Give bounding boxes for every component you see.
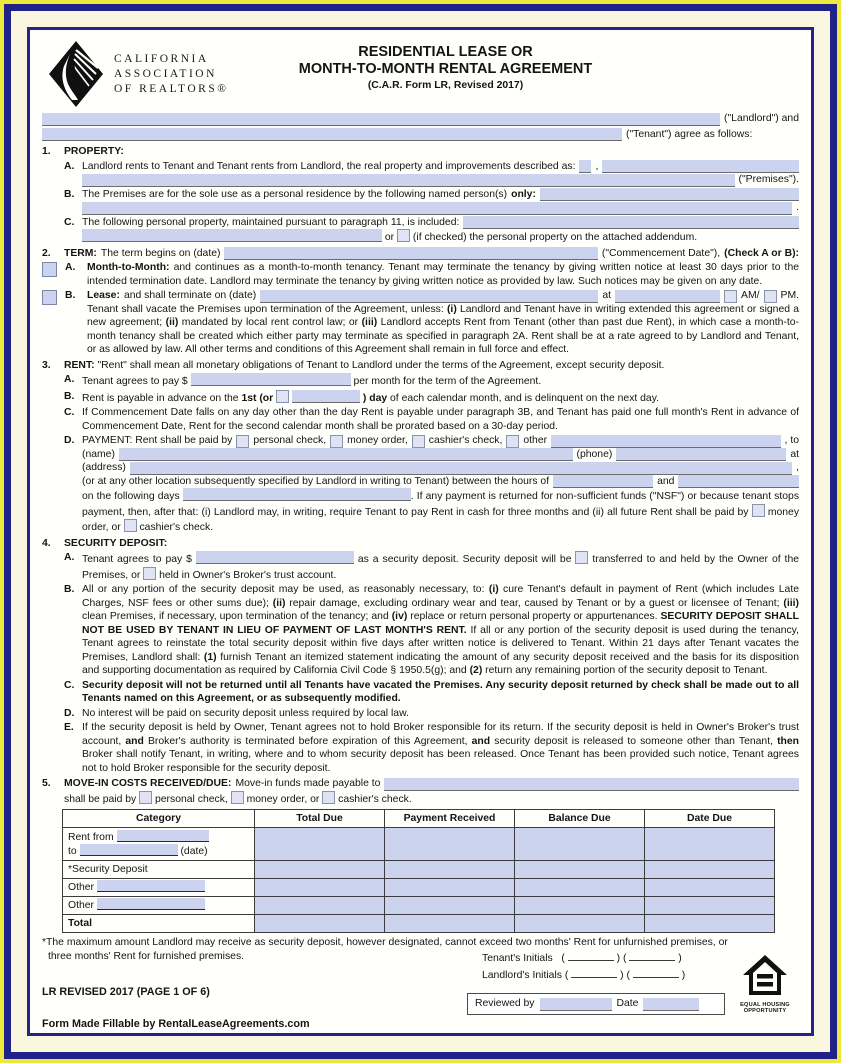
equal-housing-logo xyxy=(733,954,797,1015)
other1-balance-due-cell[interactable] xyxy=(515,879,645,897)
other2-payment-received-cell[interactable] xyxy=(385,897,515,915)
item-letter: B. xyxy=(64,188,75,200)
addendum-checkbox[interactable] xyxy=(397,229,410,242)
landlord-tag: ("Landlord") and xyxy=(724,113,799,124)
item-letter: E. xyxy=(64,722,74,733)
text-run: Other xyxy=(68,900,94,912)
reviewed-by-field[interactable] xyxy=(540,998,612,1011)
text-run: personal check, xyxy=(155,793,228,805)
text-run: mandated by local rent control law; or xyxy=(178,317,362,328)
table-row-total xyxy=(63,915,775,933)
lease-checkbox[interactable] xyxy=(42,290,57,305)
text-run: If all or any portion of the security deposit is used during the tenancy, Tenant agrees to reinstate the total security deposit within five days after written notice is delivered to Tenant. Within 21 days after Tenant vacates the Premises, Landlord shall: xyxy=(82,624,799,663)
text-run: money order, or xyxy=(82,506,800,533)
personal-property-field-1[interactable] xyxy=(463,216,799,229)
section-5-move-in-costs xyxy=(42,777,799,806)
item-4b xyxy=(64,583,799,678)
movein-personal-check-checkbox[interactable] xyxy=(139,791,152,804)
text-run: The Premises are for the sole use as a personal residence by the following named person(s) xyxy=(82,188,508,200)
tenant-initials-blank-1[interactable] xyxy=(568,950,614,961)
section-title: PROPERTY: xyxy=(64,146,124,157)
text-run: to xyxy=(68,846,77,857)
termination-time-field[interactable] xyxy=(615,290,720,303)
termination-date-field[interactable] xyxy=(260,290,598,303)
broker-responsibility-text xyxy=(82,722,799,774)
total-date-due-cell[interactable] xyxy=(645,915,775,933)
text-run: The term begins on (date) xyxy=(100,247,221,259)
item-4d xyxy=(64,707,799,721)
text-run: other xyxy=(523,435,548,446)
payee-address-field[interactable] xyxy=(130,462,792,475)
text-run: Landlord rents to Tenant and Tenant rents from Landlord, the real property and improvements described as: xyxy=(82,160,576,172)
bold-text-run: (ii) xyxy=(165,317,179,328)
bold-text-run: only: xyxy=(511,188,536,200)
item-letter: A. xyxy=(65,262,76,273)
section-number: 3. xyxy=(42,359,51,371)
text-run: Rent is payable in advance on the xyxy=(82,392,239,404)
bold-text-run: (i) xyxy=(446,303,457,315)
landlord-initials-blank-1[interactable] xyxy=(571,967,617,978)
text-run: , to xyxy=(784,435,799,446)
security-deposit-label: *Security Deposit xyxy=(63,861,255,879)
logo-line: ASSOCIATION xyxy=(114,67,217,80)
text-run: and continues as a month-to-month tenancy. Tenant may terminate the tenancy by giving written notice at least 30 days prior to the intended termination date. Landlord may terminate the tenancy by giving written notice as provided by law. Such notices may be given on any date. xyxy=(87,262,799,287)
form-revision-line: LR REVISED 2017 (PAGE 1 OF 6) xyxy=(42,986,210,998)
text-run: All or any portion of the security deposit may be used, as reasonably necessary, to: xyxy=(82,584,489,595)
item-letter: D. xyxy=(64,707,75,719)
cashiers-check-checkbox[interactable] xyxy=(412,435,425,448)
month-to-month-checkbox[interactable] xyxy=(42,262,57,277)
personal-check-checkbox[interactable] xyxy=(236,435,249,448)
section-4-security-deposit xyxy=(42,537,799,776)
landlord-name-field[interactable] xyxy=(42,113,720,126)
other-payment-checkbox[interactable] xyxy=(506,435,519,448)
text-run: The following personal property, maintained pursuant to paragraph 11, is included: xyxy=(82,216,460,228)
security-date-due-cell[interactable] xyxy=(645,861,775,879)
logo-line: CALIFORNIA xyxy=(114,52,209,65)
money-order-checkbox[interactable] xyxy=(330,435,343,448)
pm-checkbox[interactable] xyxy=(764,290,777,303)
text-run: money order, or xyxy=(246,793,320,805)
bold-text-run: (iii) xyxy=(783,597,799,609)
bold-text-run: then xyxy=(777,735,800,747)
bold-text-run: and xyxy=(471,735,491,747)
move-in-costs-table xyxy=(62,809,775,933)
text-run: Tenant agrees to pay $ xyxy=(82,376,188,387)
form-title-line1: RESIDENTIAL LEASE OR xyxy=(358,44,533,60)
text-run: (name) xyxy=(82,448,115,460)
am-checkbox[interactable] xyxy=(724,290,737,303)
text-run: Landlord and Tenant have in writing extended this agreement or signed a new agreement; xyxy=(87,303,800,328)
col-header-total-due: Total Due xyxy=(255,810,385,828)
rent-balance-due-cell[interactable] xyxy=(515,828,645,861)
car-logo-block xyxy=(48,40,228,108)
text-run: If the security deposit is held by Owner, Tenant agrees not to hold Broker responsible for its return. If the security deposit is held in Owner's Broker's trust account, xyxy=(82,722,799,747)
table-row-rent xyxy=(63,828,775,861)
landlord-row xyxy=(42,112,799,126)
text-run: Move-in funds made payable to xyxy=(235,778,381,789)
text-run: replace or return personal property or appurtenances. xyxy=(407,611,661,622)
text-run: clean Premises, if necessary, upon termination of the tenancy; and xyxy=(82,611,392,622)
text-run: (or at any other location subsequently specified by Landlord in writing to Tenant) between the hours of xyxy=(82,475,550,487)
text-run: or xyxy=(384,232,395,243)
form-page xyxy=(27,27,814,1036)
item-letter: D. xyxy=(64,435,75,446)
payment-days-field[interactable] xyxy=(183,488,411,501)
section-2-term xyxy=(42,247,799,261)
text-run: per month for the term of the Agreement. xyxy=(353,376,542,387)
rent-to-date-field[interactable] xyxy=(80,844,178,856)
form-title-line2: MONTH-TO-MONTH RENTAL AGREEMENT xyxy=(298,61,593,77)
form-header xyxy=(42,38,799,112)
text-run: PAYMENT: Rent shall be paid by xyxy=(82,435,233,446)
text-run: shall be paid by xyxy=(64,793,137,805)
reviewed-by-box xyxy=(467,993,725,1015)
deposit-use-text xyxy=(82,584,799,676)
property-desc-field-3[interactable] xyxy=(82,174,735,187)
nsf-cashiers-check-checkbox[interactable] xyxy=(124,519,137,532)
security-balance-due-cell[interactable] xyxy=(515,861,645,879)
bold-text-run: 1st (or xyxy=(241,392,274,404)
text-run: ( xyxy=(564,970,569,981)
security-deposit-field[interactable] xyxy=(196,551,354,564)
other1-payment-received-cell[interactable] xyxy=(385,879,515,897)
form-title-block xyxy=(212,44,679,93)
item-4c xyxy=(64,679,799,706)
text-run: ) xyxy=(678,953,682,964)
text-run: "Rent" shall mean all monetary obligations of Tenant to Landlord under the terms of the Agreement, except security deposit. xyxy=(97,359,665,371)
text-run: held in Owner's Broker's trust account. xyxy=(159,569,337,581)
nsf-money-order-checkbox[interactable] xyxy=(752,504,765,517)
rent-payment-received-cell[interactable] xyxy=(385,828,515,861)
item-3a xyxy=(64,373,799,389)
monthly-rent-field[interactable] xyxy=(191,373,351,386)
section-3-rent xyxy=(42,359,799,535)
other1-date-due-cell[interactable] xyxy=(645,879,775,897)
text-run: return any remaining portion of the security deposit to Tenant. xyxy=(482,665,768,676)
text-run: as a security deposit. Security deposit will be xyxy=(357,554,572,565)
bold-text-run: SECURITY DEPOSIT SHALL NOT BE USED BY TENANT IN LIEU OF PAYMENT OF LAST MONTH'S RENT. xyxy=(82,611,800,636)
bold-text-run: and xyxy=(125,735,144,747)
text-run: (phone) xyxy=(576,448,613,460)
text-run: on the following days xyxy=(82,491,180,502)
item-3c xyxy=(64,406,799,433)
total-balance-due-cell[interactable] xyxy=(515,915,645,933)
text-run: cure Tenant's default in payment of Rent (which includes Late Charges, NSF fees or other sums due); xyxy=(82,584,799,609)
bold-text-run: (Check A or B): xyxy=(724,247,799,259)
rent-from-date-field[interactable] xyxy=(117,830,209,842)
bold-text-run: Security deposit will not be returned until all Tenants have vacated the Premises. Any security deposit returned by check shall be made out to all Tenants named on this Agreement, or as subsequently modified. xyxy=(82,679,799,704)
item-letter: A. xyxy=(64,160,75,172)
text-run: transferred to and held by the Owner of the Premises, or xyxy=(82,554,799,581)
text-run: Rent from xyxy=(68,831,114,843)
item-letter: C. xyxy=(64,679,75,691)
item-1c xyxy=(64,216,799,245)
text-run: cashier's check. xyxy=(338,793,412,805)
hours-from-field[interactable] xyxy=(553,475,653,488)
tenant-row xyxy=(42,128,799,142)
named-persons-field-1[interactable] xyxy=(540,188,799,201)
page-footer xyxy=(42,936,799,1036)
bold-text-run: (1) xyxy=(203,651,217,663)
section-number: 4. xyxy=(42,537,51,549)
text-run: Tenant shall vacate the Premises upon termination of the Agreement, unless: xyxy=(87,303,447,315)
landlord-initials-label: Landlord's Initials xyxy=(482,970,562,981)
page-margin xyxy=(11,11,830,1052)
rent-total-due-cell[interactable] xyxy=(255,828,385,861)
tenant-initials-label: Tenant's Initials xyxy=(482,953,553,964)
tenant-initials-row xyxy=(482,950,685,967)
text-run: PM. xyxy=(780,290,799,301)
other2-date-due-cell[interactable] xyxy=(645,897,775,915)
item-2a xyxy=(42,261,799,288)
tenant-initials-blank-2[interactable] xyxy=(629,950,675,961)
item-1a xyxy=(64,160,799,187)
text-run: at xyxy=(790,448,799,460)
movein-money-order-checkbox[interactable] xyxy=(231,791,244,804)
text-run: . xyxy=(796,202,799,213)
text-run: ("Premises"). xyxy=(738,174,799,185)
total-total-due-cell[interactable] xyxy=(255,915,385,933)
bold-text-run: Month-to-Month: xyxy=(87,262,170,273)
item-letter: C. xyxy=(64,216,75,228)
section-number: 2. xyxy=(42,247,51,259)
col-header-balance-due: Balance Due xyxy=(515,810,645,828)
outer-frame xyxy=(4,4,837,1059)
item-3d xyxy=(64,434,799,535)
col-header-category: Category xyxy=(63,810,255,828)
bold-text-run: (iii) xyxy=(361,317,378,328)
text-run: (if checked) the personal property on the attached addendum. xyxy=(412,232,698,243)
security-payment-received-cell[interactable] xyxy=(385,861,515,879)
bold-text-run: (iv) xyxy=(391,611,408,622)
total-payment-received-cell[interactable] xyxy=(385,915,515,933)
section-title: RENT: xyxy=(64,359,95,371)
table-header-row xyxy=(63,810,775,828)
other1-total-due-cell[interactable] xyxy=(255,879,385,897)
item-4a xyxy=(64,551,799,582)
move-in-payable-field[interactable] xyxy=(384,778,799,791)
tenant-tag: ("Tenant") agree as follows: xyxy=(626,128,753,140)
transferred-owner-checkbox[interactable] xyxy=(575,551,588,564)
text-run: No interest will be paid on security deposit unless required by local law. xyxy=(82,707,409,719)
bold-text-run: (2) xyxy=(469,665,483,676)
car-logo-icon xyxy=(48,40,104,108)
text-run: . If any payment is returned for non-sufficient funds ("NSF") or because tenant stops payment, then, after that: (i) Landlord may, in writing, require Tenant to pay Rent in cash for three months and (ii) all future Rent shall be paid by xyxy=(82,491,800,518)
item-letter: A. xyxy=(64,552,75,563)
text-run: Broker shall notify Tenant, in writing, where and to whom security deposit has been released. Once Tenant has been provided such notice, Tenant agrees not to hold Broker responsible for the security deposit. xyxy=(82,749,799,774)
footnote-line1: *The maximum amount Landlord may receive as security deposit, however designated, cannot exceed two months' Rent for unfurnished premises, or xyxy=(42,937,728,948)
text-run: ) xyxy=(616,953,621,964)
footnote-line2: three months' Rent for furnished premises. xyxy=(48,950,245,962)
text-run: , xyxy=(595,160,599,172)
item-letter: C. xyxy=(64,407,75,418)
text-run: ( xyxy=(561,953,565,964)
logo-line: OF REALTORS® xyxy=(114,82,229,95)
personal-property-field-2[interactable] xyxy=(82,229,382,242)
broker-trust-checkbox[interactable] xyxy=(143,567,156,580)
text-run: Broker's authority is terminated before expiration of this Agreement, xyxy=(143,735,472,747)
text-run: personal check, xyxy=(253,435,327,446)
text-run: (address) xyxy=(82,462,126,473)
tenant-name-field[interactable] xyxy=(42,128,622,141)
hours-to-field[interactable] xyxy=(678,475,799,488)
equal-housing-icon xyxy=(742,954,788,996)
reviewed-date-field[interactable] xyxy=(643,998,699,1011)
reviewed-by-label: Reviewed by xyxy=(475,998,535,1009)
text-run: and xyxy=(657,475,675,487)
text-run: If Commencement Date falls on any day other than the day Rent is payable under paragraph 3B, and Tenant has paid one full month's Rent in advance of Commencement Date, Rent for the second calendar month shall be prorated based on a 30-day period. xyxy=(82,407,799,432)
text-run: Other xyxy=(68,882,94,894)
other2-total-due-cell[interactable] xyxy=(255,897,385,915)
named-persons-field-2[interactable] xyxy=(82,202,792,215)
text-run: at xyxy=(602,290,612,301)
text-run: AM/ xyxy=(741,290,760,301)
item-letter: B. xyxy=(65,290,76,301)
col-header-payment-received: Payment Received xyxy=(385,810,515,828)
rent-date-due-cell[interactable] xyxy=(645,828,775,861)
other2-balance-due-cell[interactable] xyxy=(515,897,645,915)
text-run: (date) xyxy=(180,846,208,857)
section-number: 5. xyxy=(42,778,51,789)
col-header-date-due: Date Due xyxy=(645,810,775,828)
text-run: money order, xyxy=(347,435,408,446)
text-run: repair damage, excluding ordinary wear and tear, caused by Tenant or by a guest or licensee of Tenant; xyxy=(285,597,784,609)
property-desc-field-1[interactable] xyxy=(579,160,591,173)
item-letter: B. xyxy=(64,390,75,402)
text-run: cashier's check. xyxy=(139,522,214,533)
form-fillable-credit: Form Made Fillable by RentalLeaseAgreements.com xyxy=(42,1018,310,1030)
text-run: OPPORTUNITY xyxy=(743,1008,787,1014)
item-2b xyxy=(42,289,799,357)
table-row-security-deposit xyxy=(63,861,775,879)
text-run: , xyxy=(796,462,799,473)
bold-text-run: (i) xyxy=(488,584,499,595)
date-label: Date xyxy=(616,998,639,1009)
item-letter: A. xyxy=(64,374,75,385)
text-run: and shall terminate on (date) xyxy=(123,290,257,301)
landlord-initials-blank-2[interactable] xyxy=(633,967,679,978)
equal-housing-caption xyxy=(733,1002,797,1015)
form-subtitle: (C.A.R. Form LR, Revised 2017) xyxy=(367,80,524,91)
text-run: cashier's check, xyxy=(428,435,503,446)
lease-body-text xyxy=(87,303,799,357)
landlord-initials-row xyxy=(482,967,685,984)
text-run: ( xyxy=(623,953,627,964)
bold-text-run: Lease: xyxy=(87,290,120,301)
initials-block xyxy=(482,950,685,984)
commencement-date-field[interactable] xyxy=(224,247,597,260)
text-run: ) xyxy=(620,970,624,981)
bold-text-run: (ii) xyxy=(272,597,286,609)
other-day-checkbox[interactable] xyxy=(276,390,289,403)
table-row-other-2 xyxy=(63,897,775,915)
payee-phone-field[interactable] xyxy=(616,448,786,461)
security-total-due-cell[interactable] xyxy=(255,861,385,879)
text-run: EQUAL HOUSING xyxy=(740,1001,790,1008)
section-title: TERM: xyxy=(64,247,97,259)
text-run: of each calendar month, and is delinquent on the next day. xyxy=(390,392,660,404)
text-run: Landlord accepts Rent from Tenant (other than past due Rent), in which case a month-to-month tenancy shall be created which either party may terminate as specified in paragraph 2A. Rent shall be at a rate agreed to by Landlord and Tenant, or as allowed by law. All other terms and conditions of this Agreement shall remain in full force and effect. xyxy=(87,317,799,355)
text-run: Tenant agrees to pay $ xyxy=(82,554,192,565)
text-run: ("Commencement Date"), xyxy=(601,247,721,259)
item-4e xyxy=(64,721,799,775)
other2-label-field[interactable] xyxy=(97,898,205,910)
movein-cashiers-check-checkbox[interactable] xyxy=(322,791,335,804)
section-title: SECURITY DEPOSIT: xyxy=(64,537,168,549)
item-letter: B. xyxy=(64,584,75,595)
table-row-other-1 xyxy=(63,879,775,897)
item-3b xyxy=(64,390,799,406)
section-1-property xyxy=(42,145,799,245)
section-title: MOVE-IN COSTS RECEIVED/DUE: xyxy=(64,778,232,789)
payee-name-field[interactable] xyxy=(119,448,573,461)
property-desc-field-2[interactable] xyxy=(602,160,799,173)
text-run: ) xyxy=(681,970,686,981)
other-day-field[interactable] xyxy=(292,390,360,403)
total-label: Total xyxy=(63,915,255,933)
other1-label-field[interactable] xyxy=(97,880,205,892)
item-1b xyxy=(64,188,799,215)
other-payment-field[interactable] xyxy=(551,435,780,448)
text-run: ( xyxy=(626,970,630,981)
text-run: furnish Tenant an itemized statement indicating the amount of any security deposit received and the basis for its disposition and supporting documentation as required by California Civil Code § 1950.5(g); and xyxy=(82,651,799,676)
section-number: 1. xyxy=(42,146,51,157)
bold-text-run: ) day xyxy=(362,392,388,404)
text-run: security deposit is released to someone other than Tenant, xyxy=(490,735,778,747)
